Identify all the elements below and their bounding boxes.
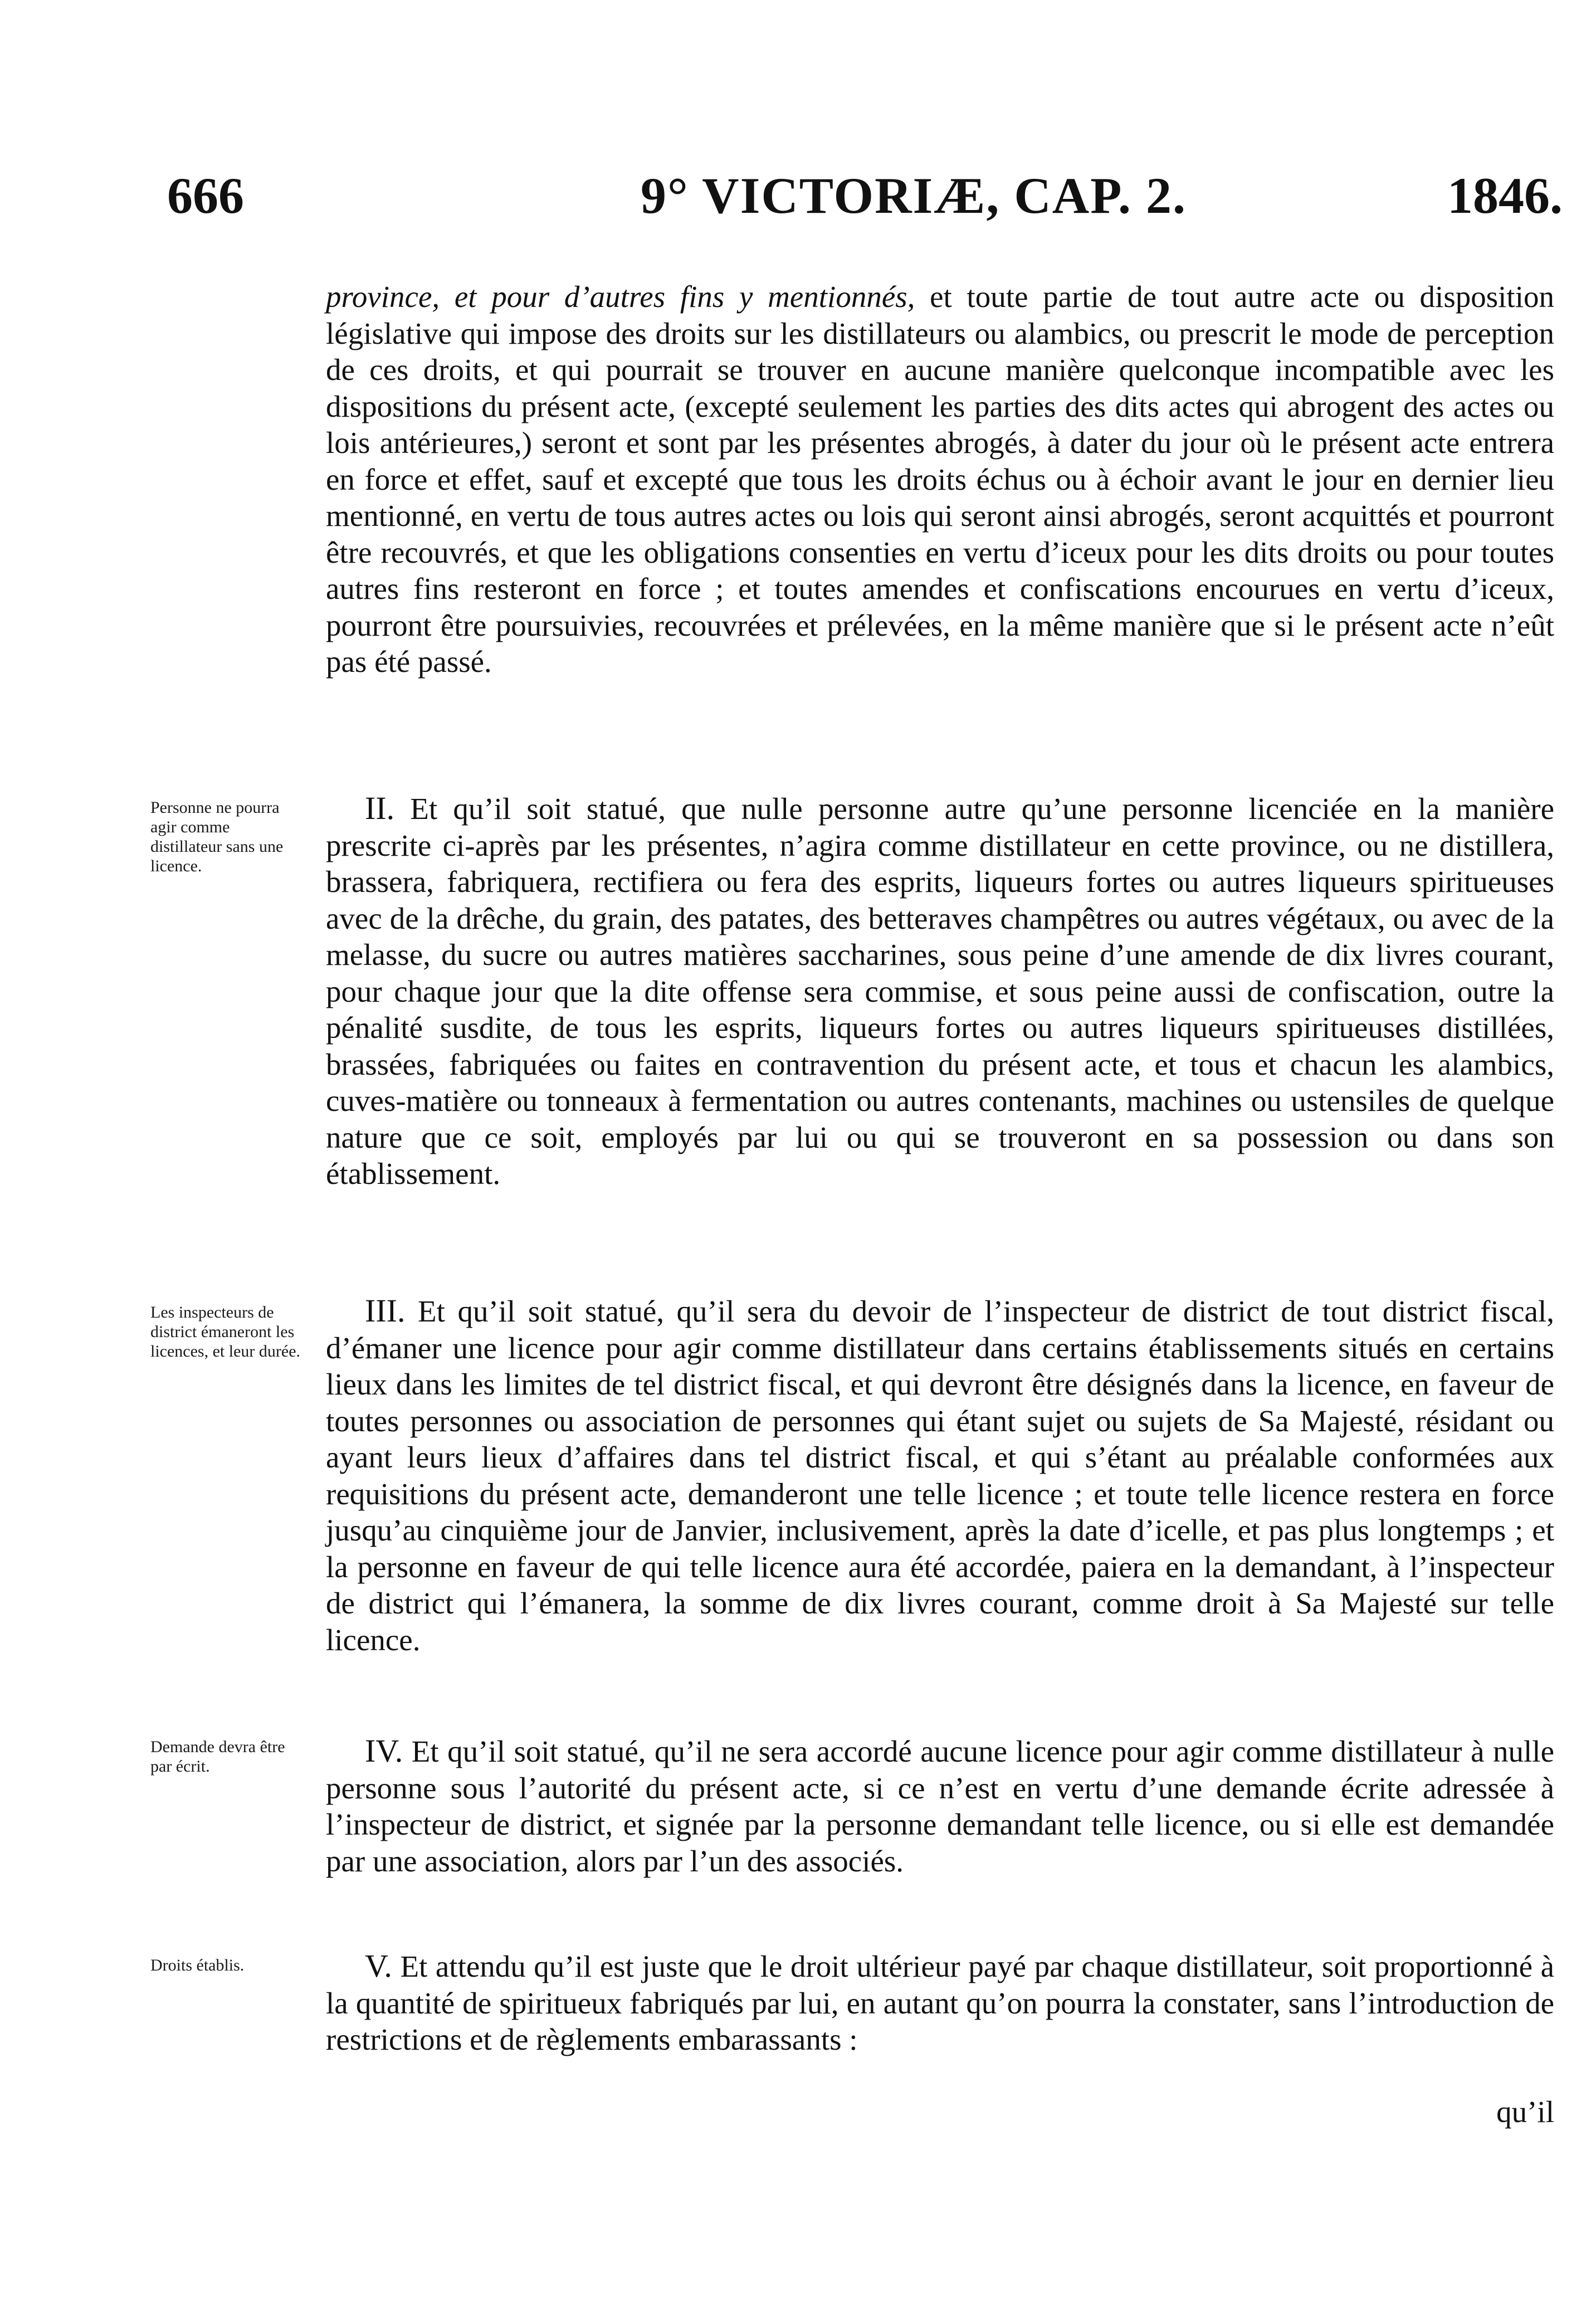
section-continuation: [326, 279, 1554, 680]
margin-note-section-3: Les inspecteurs de district émaneront les licences, et leur durée.: [150, 1303, 301, 1360]
chapter-title: 9° VICTORIÆ, CAP. 2.: [641, 167, 1187, 224]
section-3: [326, 1293, 1554, 1658]
section-text: et toute partie de tout autre acte ou disposition législative qui impose des droits sur les distillateurs ou alambics, ou prescrit le mode de perception de ces droits, et qui pourrait se trouver en aucune manière quelconque incompatible avec les dispositions du présent acte, (excepté seulement les parties des dits actes qui abrogent des actes ou lois antérieures,) seront et sont par les présentes abrogés, à dater du jour où le présent acte entrera en force et effet, sauf et excepté que tous les droits échus ou à échoir avant le jour en dernier lieu mentionné, en vertu de tous autres actes ou lois qui seront ainsi abrogés, seront acquittés et pourront être recouvrés, et que les obligations consenties en vertu d’iceux pour les dits droits ou pour toutes autres fins resteront en force ; et toutes amendes et confiscations encourues en vertu d’iceux, pourront être poursuivies, recouvrées et prélevées, en la même manière que si le présent acte n’eût pas été passé.: [326, 280, 1554, 679]
margin-note-section-4: Demande devra être par écrit.: [150, 1738, 285, 1776]
margin-note-section-2: Personne ne pourra agir comme distillateur sans une licence.: [150, 798, 284, 875]
section-4: [326, 1733, 1554, 1879]
section-number: II.: [365, 790, 395, 826]
section-number: IV.: [365, 1733, 403, 1769]
section-2: [326, 790, 1554, 1192]
section-number: III.: [365, 1293, 406, 1329]
section-5: [326, 1948, 1554, 2058]
year: 1846.: [1447, 167, 1563, 224]
section-number: V.: [365, 1948, 392, 1984]
running-head: [167, 165, 1563, 226]
section-text: Et qu’il soit statué, qu’il ne sera accordé aucune licence pour agir comme distillateur à nulle personne sous l’autorité du présent acte, si ce n’est en vertu d’une demande écrite adressée à l’inspecteur de district, et signée par la personne demandant telle licence, ou si elle est demandée par une association, alors par l’un des associés.: [326, 1734, 1554, 1878]
section-text: Et qu’il soit statué, qu’il sera du devoir de l’inspecteur de district de tout district fiscal, d’émaner une licence pour agir comme distillateur dans certains établissements situés en certains lieux dans les limites de tel district fiscal, et qui devront être désignés dans la licence, en faveur de toutes personnes ou association de personnes qui étant sujet ou sujets de Sa Majesté, résidant ou ayant leurs lieux d’affaires dans tel district fiscal, et qui s’étant au préalable conformées aux requisitions du présent acte, demanderont une telle licence ; et toute telle licence restera en force jusqu’au cinquième jour de Janvier, inclusivement, après la date d’icelle, et pas plus longtemps ; et la personne en faveur de qui telle licence aura été accordée, paiera en la demandant, à l’inspecteur de district qui l’émanera, la somme de dix livres courant, comme droit à Sa Majesté sur telle licence.: [326, 1294, 1554, 1657]
italic-lead: province, et pour d’autres fins y mentionnés,: [326, 280, 915, 314]
catchword: qu’il: [1496, 2095, 1554, 2129]
section-text: Et qu’il soit statué, que nulle personne autre qu’une personne licenciée en la manière prescrite ci-après par les présentes, n’agira comme distillateur en cette province, ou ne distillera, brassera, fabriquera, rectifiera ou fera des esprits, liqueurs fortes ou autres liqueurs spiritueuses avec de la drêche, du grain, des patates, des betteraves champêtres ou autres végétaux, ou avec de la melasse, du sucre ou autres matières saccharines, sous peine d’une amende de dix livres courant, pour chaque jour que la dite offense sera commise, et sous peine aussi de confiscation, outre la pénalité susdite, de tous les esprits, liqueurs fortes ou autres liqueurs spiritueuses distillées, brassées, fabriquées ou faites en contravention du présent acte, et tous et chacun les alambics, cuves-matière ou tonneaux à fermentation ou autres contenants, machines ou ustensiles de quelque nature que ce soit, employés par lui ou qui se trouveront en sa possession ou dans son établissement.: [326, 792, 1554, 1191]
section-text: Et attendu qu’il est juste que le droit ultérieur payé par chaque distillateur, soit proportionné à la quantité de spiritueux fabriqués par lui, en autant qu’on pourra la constater, sans l’introduction de restrictions et de règlements embarassants :: [326, 1949, 1554, 2056]
page-number: 666: [167, 167, 244, 224]
margin-note-section-5: Droits établis.: [150, 1956, 245, 1974]
